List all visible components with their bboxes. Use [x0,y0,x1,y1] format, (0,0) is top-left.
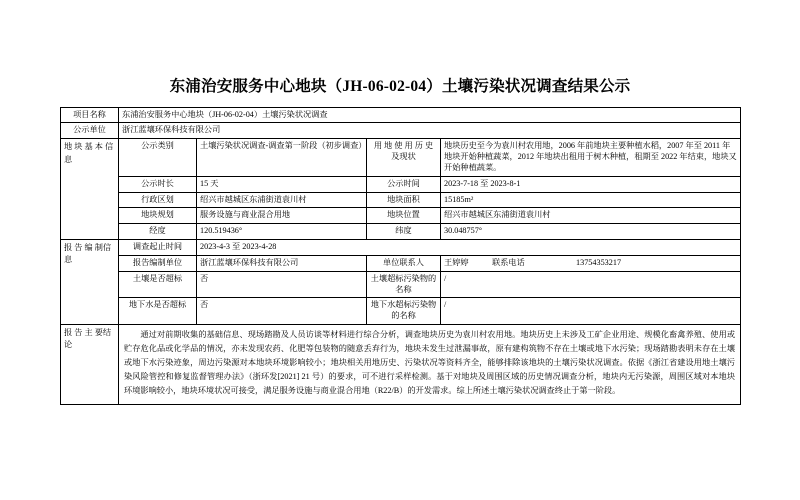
contact-label: 单位联系人 [367,255,441,271]
contact-value: 王婷婷 [444,257,469,267]
longitude-value: 120.519436° [197,224,367,240]
soil-exceed-value: 否 [197,271,367,298]
conclusion-label: 报 告 主 要结论 [61,325,119,405]
report-unit-value: 浙江蓝壤环保科技有限公司 [197,255,367,271]
planning-value: 服务设施与商业混合用地 [197,208,367,224]
table-row [61,192,741,208]
survey-type-label: 公示类别 [119,139,197,176]
soil-exceed-label: 土壤是否超标 [119,271,197,298]
disclosure-table [60,107,741,405]
land-history-label: 用 地 使 用 历 史及现状 [367,139,441,176]
project-name-value: 东浦治安服务中心地块（JH-06-02-04）土壤污染状况调查 [119,107,741,123]
conclusion-cell [119,325,741,405]
publish-time-label: 公示时间 [367,176,441,192]
survey-period-label: 调查起止时间 [119,240,197,256]
phone-value: 13754353217 [576,257,622,267]
table-row [61,255,741,271]
project-name-label: 项目名称 [61,107,119,123]
report-info-label: 报 告 编 制信息 [61,240,119,325]
survey-type-value: 土壤污染状况调查-调查第一阶段（初步调查） [197,139,367,176]
page-title: 东浦治安服务中心地块（JH-06-02-04）土壤污染状况调查结果公示 [169,78,631,95]
publisher-label: 公示单位 [61,123,119,139]
latitude-label: 纬度 [367,224,441,240]
land-history-value: 地块历史至今为袁川村农用地，2006 年前地块主要种植水稻，2007 年至 2011 年地块开始种植蔬菜，2012 年地块出租用于树木种植，租期至 2022 年结束，地块又开始种植蔬菜。 [441,139,741,176]
soil-pollutant-value: / [441,271,741,298]
basic-info-label: 地 块 基 本 信息 [61,139,119,240]
publisher-value: 浙江蓝壤环保科技有限公司 [119,123,741,139]
publish-time-value: 2023-7-18 至 2023-8-1 [441,176,741,192]
table-row [61,208,741,224]
duration-label: 公示时长 [119,176,197,192]
table-row [61,107,741,123]
table-row [61,325,741,405]
soil-pollutant-label: 土壤超标污染物的名称 [367,271,441,298]
table-row [61,224,741,240]
water-exceed-value: 否 [197,298,367,325]
district-value: 绍兴市越城区东浦街道袁川村 [197,192,367,208]
duration-value: 15 天 [197,176,367,192]
table-row [61,240,741,256]
water-exceed-label: 地下水是否超标 [119,298,197,325]
location-value: 绍兴市越城区东浦街道袁川村 [441,208,741,224]
area-value: 15185m² [441,192,741,208]
table-row [61,139,741,176]
table-row [61,298,741,325]
location-label: 地块位置 [367,208,441,224]
latitude-value: 30.048757° [441,224,741,240]
conclusion-text: 通过对前期收集的基础信息、现场踏勘及人员访谈等材料进行综合分析，调查地块历史为袁川村农用地。地块历史上未涉及工矿企业用途、规模化畜禽养殖、使用或贮存危化品或化学品的情况，亦未发现农药、化肥等包装物的随意丢弃行为，地块未发生过泄漏事故，原有建构筑物不存在土壤或地下水污染；现场踏勘表明未存在土壤或地下水污染迹象，周边污染源对本地块环境影响较小；地块相关用地历史、污染状况等资料齐全，能够排除该地块的土壤污染状况调查。依据《浙江省建设用地土壤污染风险管控和修复监督管理办法》（浙环发[2021] 21 号）的要求，可不进行采样检测。基于对地块及周围区域的历史情况调查分析，地块内无污染源，周围区域对本地块环境影响较小，地块环境状况可接受，满足服务设施与商业混合用地（R22/B）的开发需求。综上所述土壤污染状况调查终止于第一阶段。 [124,330,736,396]
contact-phone-cell [441,255,741,271]
planning-label: 地块规划 [119,208,197,224]
table-row [61,123,741,139]
longitude-label: 经度 [119,224,197,240]
water-pollutant-value: / [441,298,741,325]
water-pollutant-label: 地下水超标污染物的名称 [367,298,441,325]
survey-period-value: 2023-4-3 至 2023-4-28 [197,240,741,256]
report-unit-label: 报告编制单位 [119,255,197,271]
phone-label: 联系电话 [492,257,525,267]
district-label: 行政区划 [119,192,197,208]
area-label: 地块面积 [367,192,441,208]
table-row [61,271,741,298]
table-row [61,176,741,192]
